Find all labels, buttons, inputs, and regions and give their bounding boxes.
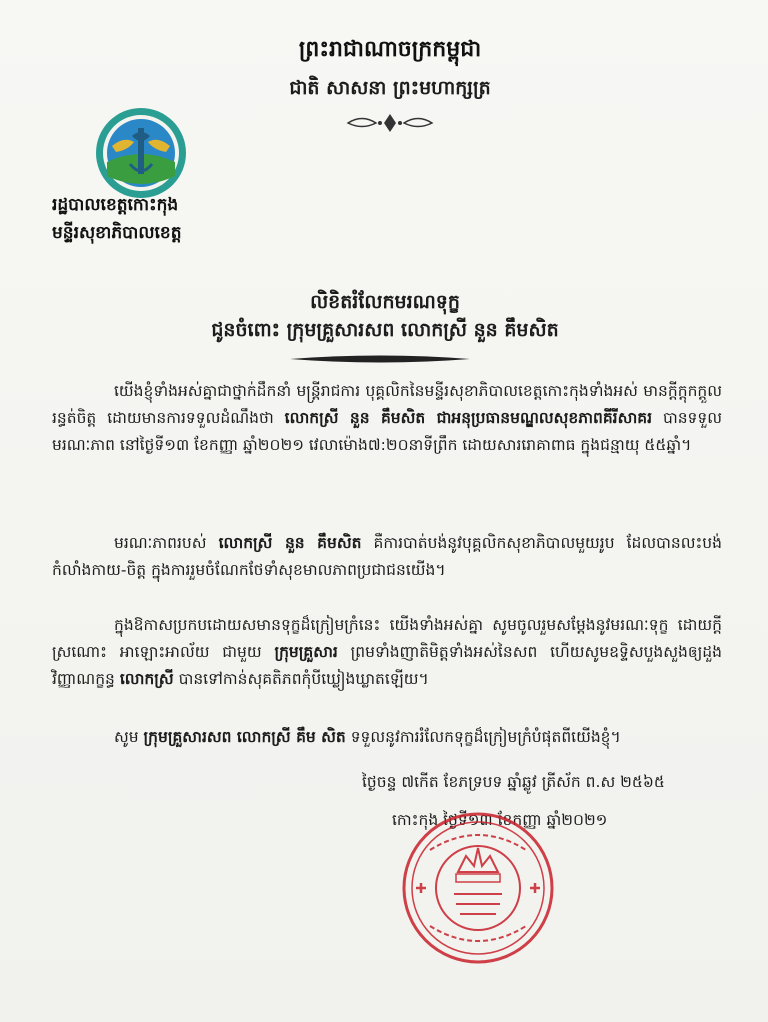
solar-date: កោះកុង ថ្ងៃទី១៣ ខែកញ្ញា ឆ្នាំ២០២១ bbox=[392, 811, 608, 829]
letter-recipient: ជូនចំពោះ ក្រុមគ្រួសារសព លោកស្រី នួន គឹមសិត bbox=[211, 319, 559, 341]
family-deceased-name: ក្រុមគ្រួសារសព លោកស្រី គឹម សិត bbox=[143, 728, 346, 746]
paragraph-announcement: យើងខ្ញុំទាំងអស់គ្នាជាថ្នាក់ដឹកនាំ មន្រ្តីរាជការ បុគ្គលិកនៃមន្ទីរសុខាភិបាលខេត្តកោះកុងទាំងអស់ មានក្តីក្តុកក្តួល រន្ធត់ចិត្ត ដោយមានការទទួលដំណឹងថា លោកស្រី នួន គឹមសិត ជាអនុប្រធានមណ្ឌលសុខភាពគីរីសាគរ បានទទួលមរណៈភាព នៅថ្ងៃទី១៣ ខែកញ្ញា ឆ្នាំ២០២១ វេលាម៉ោង៧:២០នាទីព្រឹក ដោយសាររោគាពាធ ក្នុងជន្មាយុ ៥៥ឆ្នាំ។ bbox=[52, 382, 722, 454]
paragraph-closing: សូម ក្រុមគ្រួសារសព លោកស្រី គឹម សិត ទទួលនូវការរំលែកទុក្ខដ៏ក្រៀមក្រំបំផុតពីយើងខ្ញុំ។ bbox=[114, 728, 621, 746]
nation-motto: ជាតិ សាសនា ព្រះមហាក្សត្រ bbox=[289, 77, 491, 99]
paragraph-loss: មរណៈភាពរបស់ លោកស្រី នួន គឹមសិត គឺការបាត់បង់នូវបុគ្គលិកសុខាភិបាលមួយរូប ដែលបានលះបង់កំលាំងកាយ-ចិត្ត ក្នុងការរួមចំណែកថែទាំសុខមាលភាពប្រជាជនយើង។ bbox=[52, 534, 722, 579]
letter-title: លិខិតរំលែកមរណទុក្ខ bbox=[310, 291, 460, 313]
official-seal-stamp-icon bbox=[400, 810, 556, 966]
madam-label: លោកស្រី bbox=[119, 670, 174, 688]
issuer-province: រដ្ឋបាលខេត្តកោះកុង bbox=[52, 195, 179, 215]
issuer-department: មន្ទីរសុខាភិបាលខេត្ត bbox=[52, 223, 182, 243]
ministry-logo-icon bbox=[94, 106, 188, 200]
family-label: ក្រុមគ្រួសារ bbox=[274, 643, 338, 661]
title-underline bbox=[290, 354, 470, 364]
deceased-name-title: លោកស្រី នួន គឹមសិត ជាអនុប្រធានមណ្ឌលសុខភាពគីរីសាគរ bbox=[284, 409, 653, 427]
ornament-divider-icon bbox=[340, 112, 440, 134]
deceased-name: លោកស្រី នួន គឹមសិត bbox=[218, 534, 362, 552]
kingdom-header: ព្រះរាជាណាចក្រកម្ពុជា bbox=[298, 37, 482, 62]
paragraph-condolence: ក្នុងឱកាសប្រកបដោយសមានទុក្ខដ៏ក្រៀមក្រំនេះ យើងទាំងអស់គ្នា សូមចូលរួមសម្តែងនូវមរណៈទុក្ខ ដោយក្តីស្រណោះ អាឡោះអាល័យ ជាមួយ ក្រុមគ្រួសារ ព្រមទាំងញាតិមិត្តទាំងអស់នៃសព ហើយសូមឧទ្ទិសបួងសួងឲ្យដួងវិញ្ញាណក្ខន្ធ លោកស្រី បានទៅកាន់សុគតិភពកុំបីឃ្លៀងឃ្លាតឡើយ។ bbox=[52, 616, 722, 688]
lunar-date: ថ្ងៃចន្ទ ៧កើត ខែភទ្របទ ឆ្នាំឆ្លូវ ត្រីស័ក ព.ស ២៥៦៥ bbox=[362, 773, 665, 791]
